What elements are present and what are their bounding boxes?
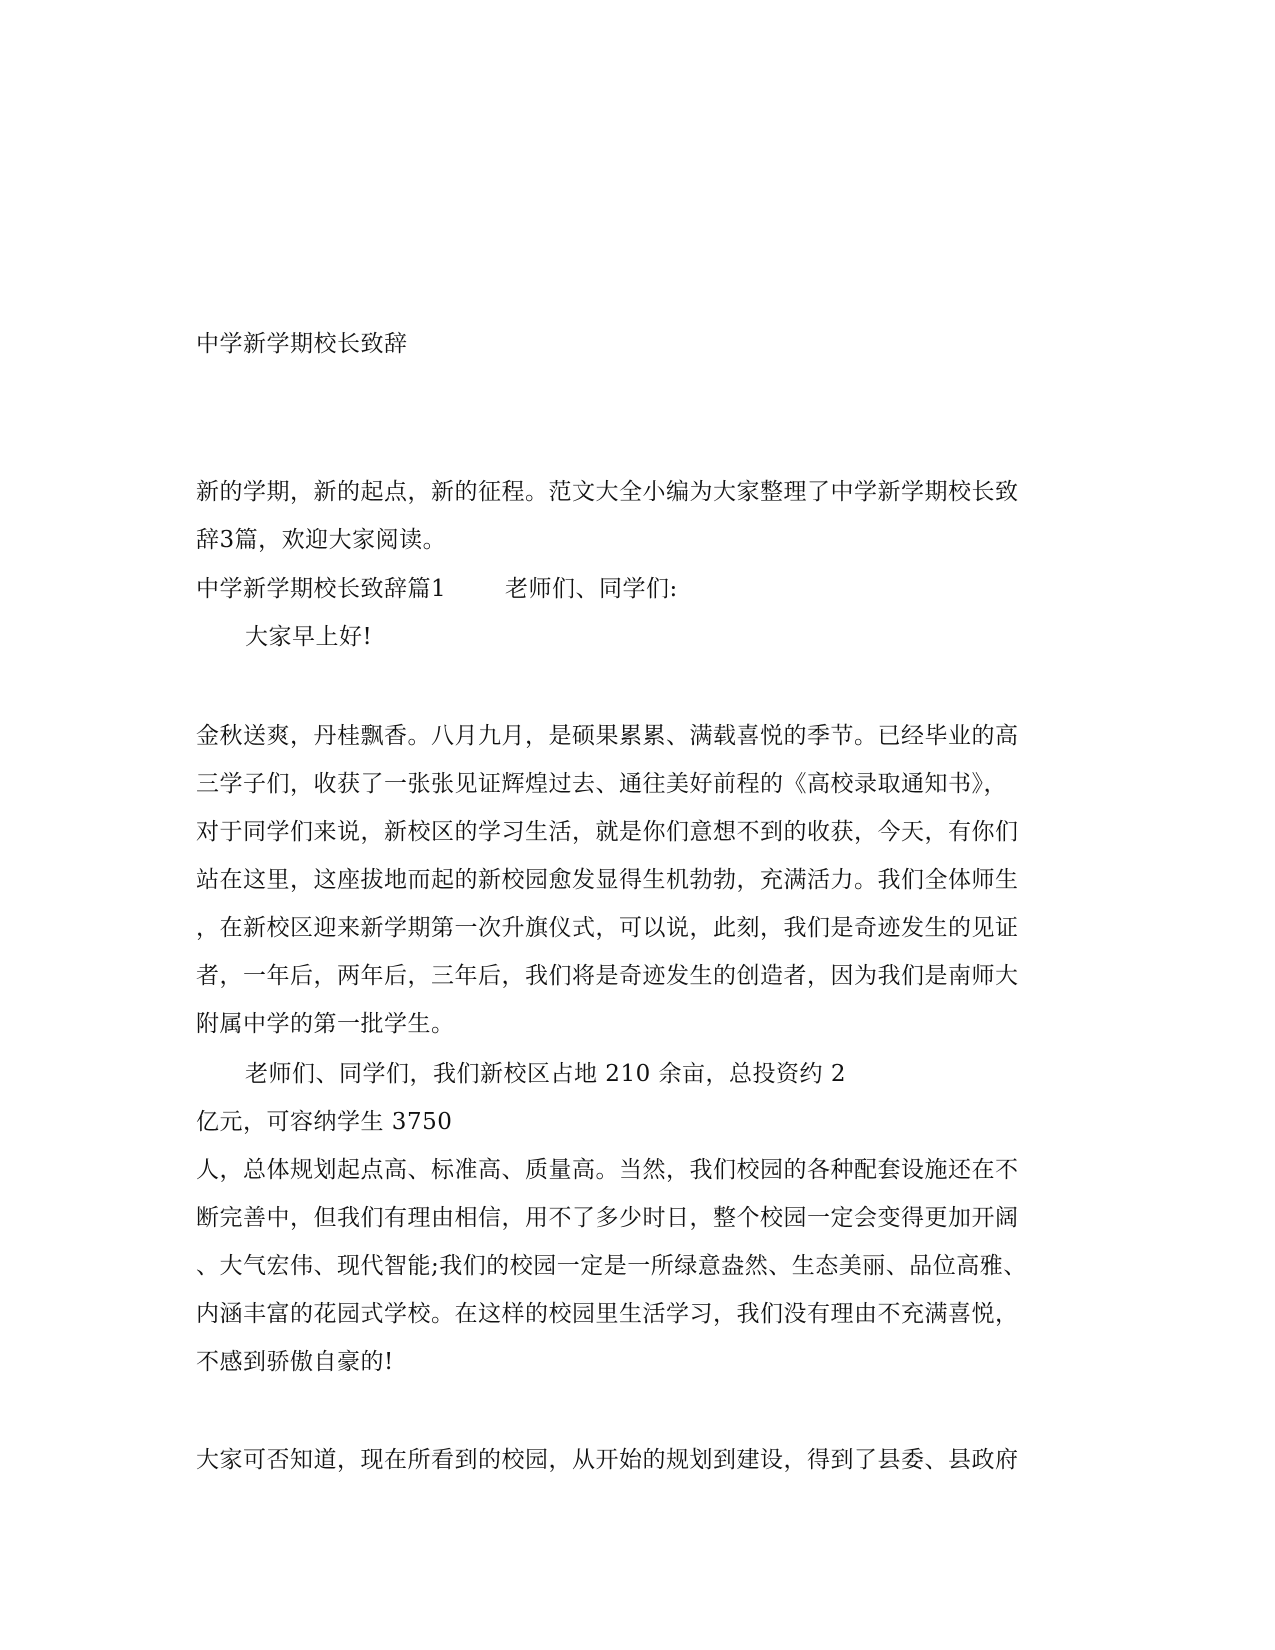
greeting: 大家早上好! [245,624,373,650]
paragraph-4-line-1: 大家可否知道，现在所看到的校园，从开始的规划到建设，得到了县委、县政府 [196,1447,1019,1473]
paragraph-2-line-3: 对于同学们来说，新校区的学习生活，就是你们意想不到的收获，今天，有你们 [196,819,1019,845]
paragraph-3-line-3: 人，总体规划起点高、标准高、质量高。当然，我们校园的各种配套设施还在不 [196,1157,1019,1183]
section-heading: 中学新学期校长致辞篇1 [196,576,447,602]
paragraph-3-line-7: 不感到骄傲自豪的! [196,1349,394,1375]
paragraph-3-line-2: 亿元，可容纳学生 3750 [196,1109,453,1135]
paragraph-2-line-7: 附属中学的第一批学生。 [196,1011,455,1037]
intro-line-2: 辞3篇，欢迎大家阅读。 [196,527,447,553]
paragraph-2-line-6: 者，一年后，两年后，三年后，我们将是奇迹发生的创造者，因为我们是南师大 [196,963,1019,989]
paragraph-2-line-1: 金秋送爽，丹桂飘香。八月九月，是硕果累累、满载喜悦的季节。已经毕业的高 [196,723,1019,749]
salutation: 老师们、同学们: [505,576,678,602]
document-title: 中学新学期校长致辞 [196,331,408,357]
paragraph-2-line-5: ，在新校区迎来新学期第一次升旗仪式，可以说，此刻，我们是奇迹发生的见证 [196,915,1019,941]
paragraph-2-line-4: 站在这里，这座拔地而起的新校园愈发显得生机勃勃，充满活力。我们全体师生 [196,867,1019,893]
paragraph-3-line-4: 断完善中，但我们有理由相信，用不了多少时日，整个校园一定会变得更加开阔 [196,1205,1019,1231]
paragraph-3-line-1: 老师们、同学们，我们新校区占地 210 余亩，总投资约 2 [245,1061,846,1087]
paragraph-3-line-5: 、大气宏伟、现代智能;我们的校园一定是一所绿意盎然、生态美丽、品位高雅、 [196,1253,1027,1279]
paragraph-2-line-2: 三学子们，收获了一张张见证辉煌过去、通往美好前程的《高校录取通知书》， [196,771,1007,797]
paragraph-3-line-6: 内涵丰富的花园式学校。在这样的校园里生活学习，我们没有理由不充满喜悦， [196,1301,1019,1327]
intro-line-1: 新的学期，新的起点，新的征程。范文大全小编为大家整理了中学新学期校长致 [196,479,1019,505]
